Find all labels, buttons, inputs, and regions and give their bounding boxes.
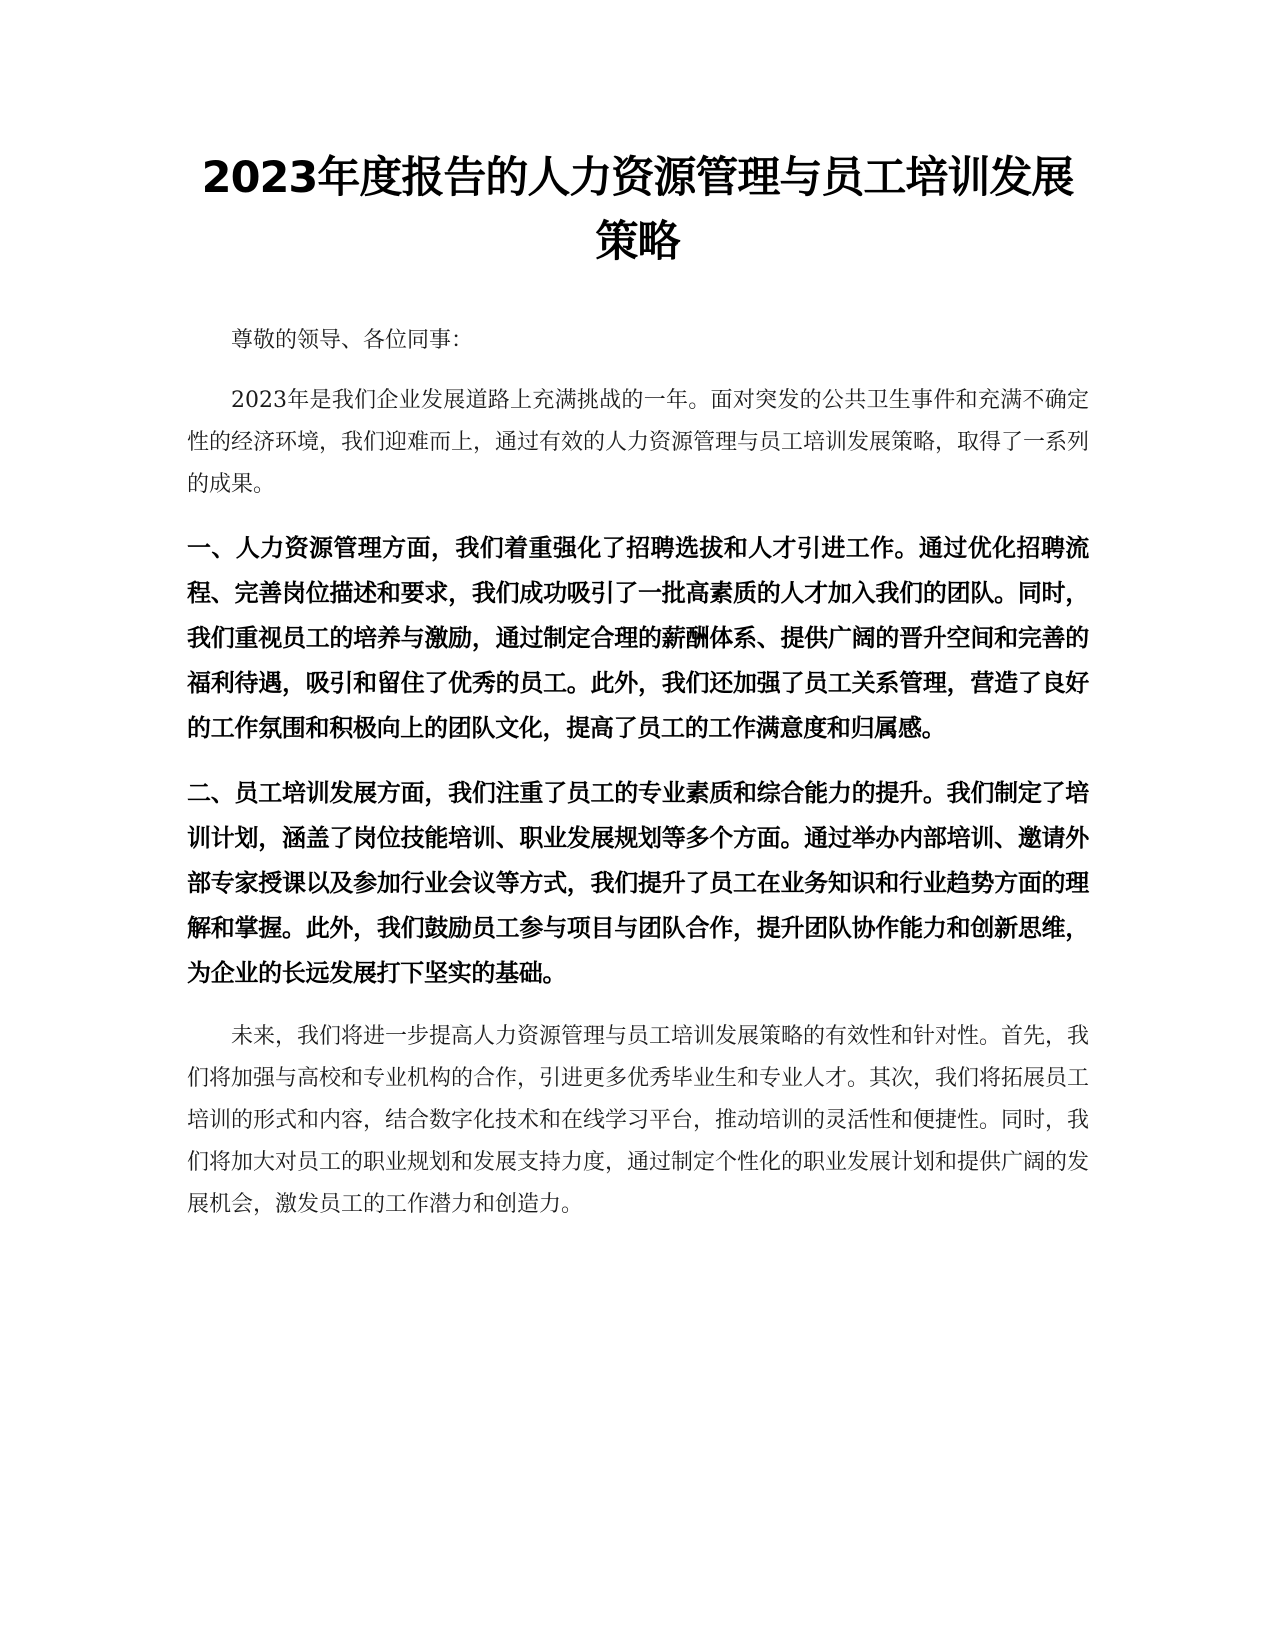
greeting: 尊敬的领导、各位同事： xyxy=(231,328,474,353)
paragraph-future-plans: 未来，我们将进一步提高人力资源管理与员工培训发展策略的有效性和针对性。首先，我们将加强与高校和专业机构的合作，引进更多优秀毕业生和专业人才。其次，我们将拓展员工培训的形式和内容，结合数字化技术和在线学习平台，推动培训的灵活性和便捷性。同时，我们将加大对员工的职业规划和发展支持力度，通过制定个性化的职业发展计划和提供广阔的发展机会，激发员工的工作潜力和创造力。 xyxy=(187,1024,1090,1217)
paragraph-intro: 2023年是我们企业发展道路上充满挑战的一年。面对突发的公共卫生事件和充满不确定性的经济环境，我们迎难而上，通过有效的人力资源管理与员工培训发展策略，取得了一系列的成果。 xyxy=(187,388,1090,497)
paragraph-training-development: 二、员工培训发展方面，我们注重了员工的专业素质和综合能力的提升。我们制定了培训计划，涵盖了岗位技能培训、职业发展规划等多个方面。通过举办内部培训、邀请外部专家授课以及参加行业会议等方式，我们提升了员工在业务知识和行业趋势方面的理解和掌握。此外，我们鼓励员工参与项目与团队合作，提升团队协作能力和创新思维，为企业的长远发展打下坚实的基础。 xyxy=(187,779,1089,987)
paragraph-hr-management: 一、人力资源管理方面，我们着重强化了招聘选拔和人才引进工作。通过优化招聘流程、完善岗位描述和要求，我们成功吸引了一批高素质的人才加入我们的团队。同时，我们重视员工的培养与激励，通过制定合理的薪酬体系、提供广阔的晋升空间和完善的福利待遇，吸引和留住了优秀的员工。此外，我们还加强了员工关系管理，营造了良好的工作氛围和积极向上的团队文化，提高了员工的工作满意度和归属感。 xyxy=(187,534,1089,742)
document-body xyxy=(187,320,1089,1226)
document-title: 2023年度报告的人力资源管理与员工培训发展策略 xyxy=(201,153,1074,267)
